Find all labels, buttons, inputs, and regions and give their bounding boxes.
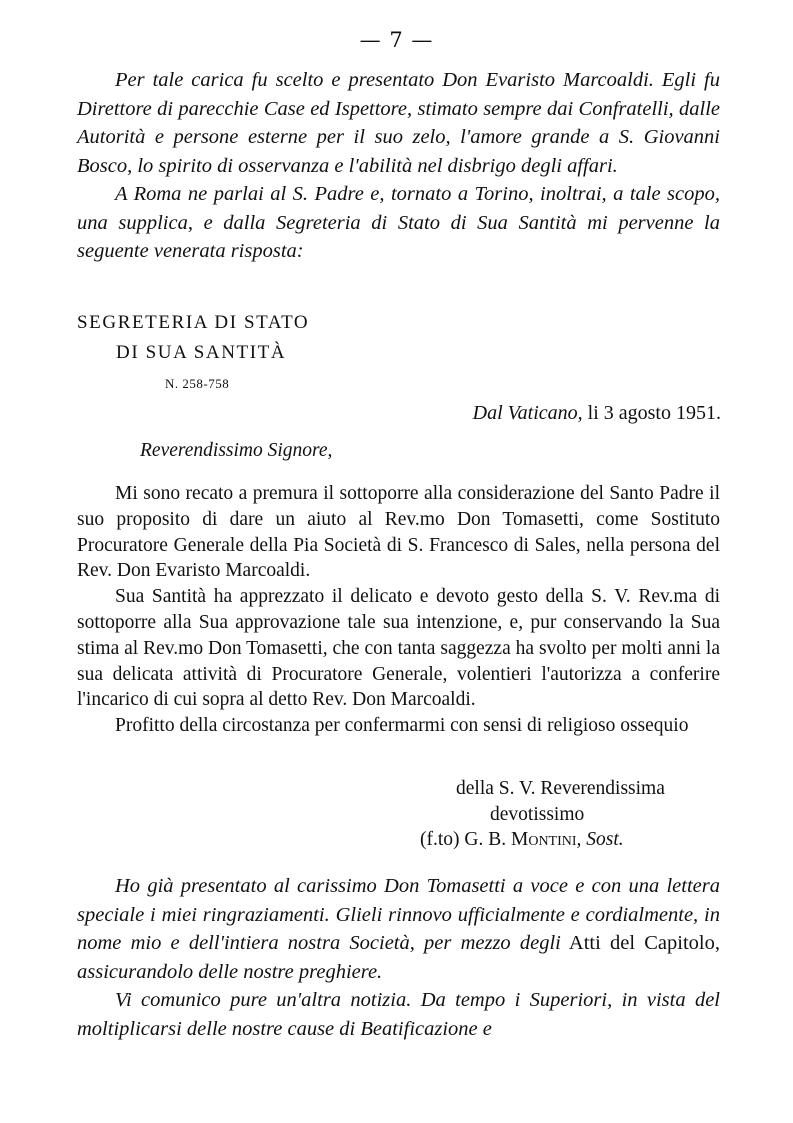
paragraph-2: A Roma ne parlai al S. Padre e, tornato a Torino, inoltrai, a tale scopo, una supplica, e dalla Segreteria di Stato di Sua Santità mi pervenne la seguente venerata risposta: bbox=[77, 183, 720, 262]
letter-protocol-number: N. 258-758 bbox=[165, 376, 230, 391]
letter-heading-line-2: DI SUA SANTITÀ bbox=[116, 342, 287, 363]
paragraph-4: Vi comunico pure un'altra notizia. Da tempo i Superiori, in vista del moltiplicarsi delle nostre cause di Beatificazione e bbox=[77, 989, 720, 1040]
page-number: — 7 — bbox=[359, 28, 434, 52]
dateline-place: Dal Vaticano, bbox=[472, 402, 583, 424]
dateline-date: li 3 agosto 1951. bbox=[587, 402, 721, 424]
closing-line-2: devotissimo bbox=[490, 803, 585, 825]
letter-salutation: Reverendissimo Signore, bbox=[140, 440, 333, 461]
paragraph-3-end: assicurandolo delle nostre preghiere. bbox=[77, 960, 383, 983]
intro-text bbox=[77, 66, 720, 266]
letter-closing bbox=[420, 776, 720, 853]
letter-dateline bbox=[473, 402, 721, 425]
letter-paragraph-1: Mi sono recato a premura il sottoporre alla considerazione del Santo Padre il suo proposito di dare un aiuto al Rev.mo Don Tomasetti, come Sostituto Procuratore Generale della Pia Società di S. Francesco di Sales, nella persona del Rev. Don Evaristo Marcoaldi. bbox=[77, 483, 720, 582]
letter-paragraph-3: Profitto della circostanza per confermarmi con sensi di religioso ossequio bbox=[115, 715, 689, 737]
paragraph-3-italic: Ho già presentato al carissimo Don Tomasetti a voce e con una lettera speciale i miei ringraziamenti. Glieli rinnovo ufficialmente e cordialmente, in nome mio e dell'intiera nostra Società, per mezzo degli bbox=[77, 875, 720, 954]
letter-body bbox=[77, 481, 720, 739]
paragraph-3 bbox=[77, 872, 720, 986]
letter-paragraph-2: Sua Santità ha apprezzato il delicato e devoto gesto della S. V. Rev.ma di sottoporre alla Sua approvazione tale sua intenzione, e, pur conservando la Sua stima al Rev.mo Don Tomasetti, che con tanta saggezza ha svolto per molti anni la sua delicata attività di Procuratore Generale, volentieri l'autorizza a conferire l'incarico di cui sopra al detto Rev. Don Marcoaldi. bbox=[77, 586, 720, 711]
letter-heading-line-1: SEGRETERIA DI STATO bbox=[77, 312, 310, 333]
closing-line-1: della S. V. Reverendissima bbox=[456, 778, 665, 799]
signature-prefix: (f.to) G. B. bbox=[420, 829, 507, 850]
signature-name: Montini bbox=[511, 829, 577, 850]
paragraph-3-roman: Atti del Capitolo, bbox=[560, 932, 720, 954]
closing-text bbox=[77, 872, 720, 1043]
paragraph-1: Per tale carica fu scelto e presentato Don Evaristo Marcoaldi. Egli fu Direttore di parecchie Case ed Ispettore, stimato sempre dai Confratelli, dalle Autorità e persone esterne per il suo zelo, l'amore grande a S. Giovanni Bosco, lo spirito di osservanza e l'abilità nel disbrigo degli affari. bbox=[77, 69, 720, 177]
letter-signature bbox=[420, 827, 720, 853]
signature-suffix: , Sost. bbox=[576, 829, 624, 850]
